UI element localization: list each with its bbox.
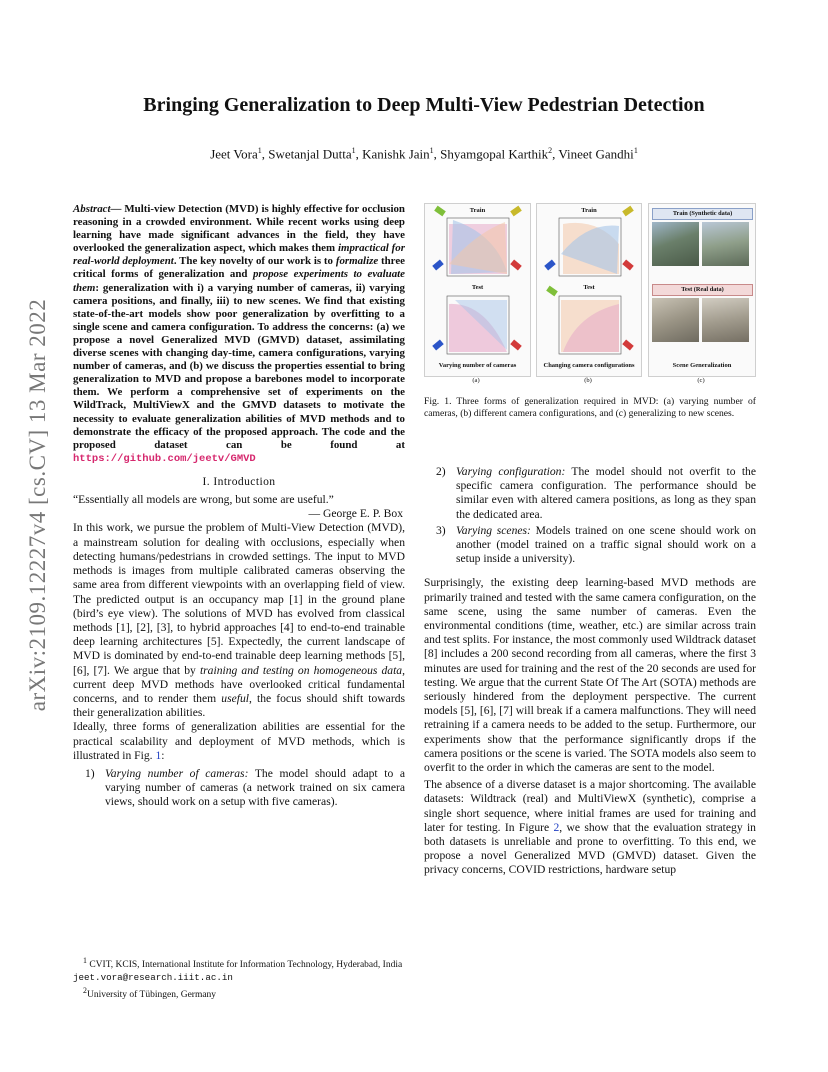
panel-a-sublabel: (a) [472,377,480,384]
emph: useful [221,691,249,705]
footnote-text: University of Tübingen, Germany [86,989,217,1000]
paragraph: Surprisingly, the existing deep learning-based MVD methods are primarily trained and tested with the same camera configuration, on the same scene, using the same number of cameras. Even the environmental conditions (time, weather, etc.) are similar across train and test splits. For instance, the most commonly used Wildtrack dataset [8] includes a 200 second recording from all cameras, where the first 3 minutes are used for training and the rest of the 20 seconds are used for testing. We argue that the current State Of The Art (SOTA) methods are seriously hindered from the deployment perspective. The current models [5], [6], [7] will break if a camera malfunctions. They will need retraining if a camera needs to be added to the setup. Furthermore, our experiments show that the performance significantly drops if the camera positions or the scene is varied. The SOTA models also seem to overfit to the order in which the cameras are sent to the model. [424,576,757,775]
right-column [424,465,756,878]
list-text: The model should not overfit to the specific camera configuration. The performance should be similar even with altered camera positions, as long as they span the dedicated area. [456,465,756,521]
footnote [73,955,405,985]
panel-a-caption: Varying number of cameras [438,362,517,369]
panel-b-sublabel: (b) [584,377,592,384]
section-heading: I. Introduction [202,474,276,488]
author: Swetanjal Dutta [268,146,352,162]
list-label: Varying scenes: [456,523,531,537]
generalization-list [73,767,405,810]
paragraph [424,778,756,877]
author: Kanishk Jain [362,146,430,162]
text: , we show that the evaluation strategy in both datasets is unreliable and prone to overfitting. To this end, we propose a novel Generalized MVD (GMVD) dataset. Given the privacy concerns, COVID restrictions, hardware setup [424,820,756,877]
footnotes [73,955,405,1002]
text: In this work, we pursue the problem of Multi-View Detection (MVD), a mainstream solution for dealing with occlusions, especially when detecting humans/pedestrians in crowded settings. The input to MVD methods is images from multiple calibrated cameras observing the same area from different viewpoints with an overlapping field of view. The predicted output is an occupancy map [1] in the ground plane (bird’s eye view). The solutions of MVD has evolved from classical methods [1], [2], [3], to hybrid approaches [4] to end-to-end trainable deep learning architectures [5]. Expectedly, the current landscape of MVD is dominated by end-to-end trainable deep learning methods [5], [6], [7]. We argue that by [73,521,405,677]
text: The absence of a diverse dataset is a major shortcoming. The available datasets: Wildtrack (real) and MultiViewX (synthetic), comprise a single short sequence, where initial frames are used for training and later for testing. In Figure [424,778,756,834]
figure-ref[interactable]: 1 [155,748,162,762]
author: Jeet Vora [210,146,258,162]
panel-b-train-label: Train [581,207,597,214]
author: Shyamgopal Karthik [440,146,549,162]
list-label: Varying number of cameras: [105,766,249,780]
synthetic-frame-image [702,222,749,266]
author-list: Jeet Vora$^1$, Swetanjal Dutta$^1$, Kanishk Jain$^1$, Shyamgopal Karthik$^2$, Vineet Gandhi$^1$ [210,146,638,162]
panel-c-sublabel: (c) [697,377,705,384]
text: Ideally, three forms of generalization abilities are essential for the practical scalability and deployment of MVD methods, which is illustrated in Fig. [73,720,405,762]
panel-a-test-label: Test [471,284,484,291]
list-text: Models trained on one scene should work on another (model trained on a traffic signal should work on a setup inside a university). [456,523,756,566]
synthetic-frame-image [652,222,699,266]
list-text: The model should adapt to a varying number of cameras (a network trained on six camera views, should work on a setup with five cameras). [105,766,405,809]
author: Vineet Gandhi [558,146,634,162]
footnote [73,985,405,1002]
list-number: 2) [436,465,446,478]
panel-b-test-label: Test [583,284,595,291]
footnote-text: CVIT, KCIS, International Institute for Information Technology, Hyderabad, India [86,960,403,971]
panel-c-test-label: Test (Real data) [652,284,753,296]
arxiv-sidebar [18,275,58,735]
abstract-text: . The key novelty of our work is to [173,255,336,268]
text: , current deep MVD methods have overlooked critical fundamental concerns, and to render them [73,663,405,705]
panel-c-caption: Scene Generalization [672,362,732,369]
abstract-label: Abstract [73,203,111,215]
list-item [73,767,405,810]
abstract-emph: formalize [335,255,379,268]
affiliation-mark: 1 [257,146,262,155]
abstract-text: three critical forms of generalization and [73,255,405,281]
panel-c-train-label: Train (Synthetic data) [652,208,753,220]
panel-b-caption: Changing camera configurations [543,362,635,369]
panel-c [648,203,756,377]
affiliation-mark: 1 [633,146,638,155]
code-link[interactable]: https://github.com/jeetv/GMVD [73,452,256,465]
paragraph [73,521,405,720]
affiliation-mark: 1 [429,146,434,155]
text: , the focus should shift towards their generalization abilities. [73,691,405,720]
abstract-emph: propose experiments to evaluate them [73,268,405,294]
panel-a-train-label: Train [469,207,486,214]
abstract-dash: — [110,203,125,215]
footnote-mark: 2 [83,985,87,995]
real-frame-image [702,298,749,342]
generalization-list-continued [424,465,756,566]
figure-ref[interactable]: 2 [553,820,560,834]
panel-a [424,203,531,377]
list-number: 3) [436,523,446,537]
paper-title: Bringing Generalization to Deep Multi-View Pedestrian Detection [143,94,705,116]
abstract-text: Multi-view Detection (MVD) is highly effective for occlusion reasoning in a crowded environment. While recent works using deep learning have made significant advances in the field, they have overlooked the generalization aspect, which makes them [73,203,405,255]
list-item [424,465,756,522]
affiliation-mark: 2 [548,146,553,155]
text: : [161,748,165,762]
epigraph: “Essentially all models are wrong, but some are useful.” [73,493,334,507]
panel-b [536,203,642,377]
footnote-mark: 1 [83,956,87,965]
list-item [424,524,756,567]
left-column [73,203,405,814]
emph: training and testing on homogeneous data [199,663,403,677]
list-number: 1) [85,766,95,780]
footnote-email: jeet.vora@research.iiit.ac.in [73,971,233,983]
real-frame-image [652,298,699,342]
abstract-text: : generalization with i) a varying number of cameras, ii) varying camera positions, and finally, iii) to new scenes. We find that existing state-of-the-art models show poor generalization by overfitting to a single scene and camera configuration. To address the concerns: (a) we propose a novel Generalized MVD (GMVD) dataset, assimilating diverse scenes with changing day-time, camera configurations, varying number of cameras, and (b) we discuss the properties essential to bring generalization to MVD and propose a barebones model to incorporate them. We perform a comprehensive set of experiments on the WildTrack, MultiViewX and the GMVD datasets to motivate the necessity to evaluate generalization abilities of MVD methods and to demonstrate the efficacy of the proposed approach. The code and the proposed dataset can be found at [73,281,405,451]
paragraph [73,720,405,763]
figure-1 [424,203,756,383]
arxiv-identifier: arXiv:2109.12227v4 [cs.CV] 13 Mar 2022 [25,298,50,712]
camera-icon [434,206,446,217]
abstract-emph: impractical for real-world deployment [73,242,405,268]
list-label: Varying configuration: [456,465,566,478]
abstract [73,203,405,466]
epigraph-author: — George E. P. Box [308,507,403,521]
affiliation-mark: 1 [351,146,356,155]
figure-caption: Fig. 1. Three forms of generalization required in MVD: (a) varying number of cameras, (b) different camera configurations, and (c) generalizing to new scenes. [424,396,756,419]
